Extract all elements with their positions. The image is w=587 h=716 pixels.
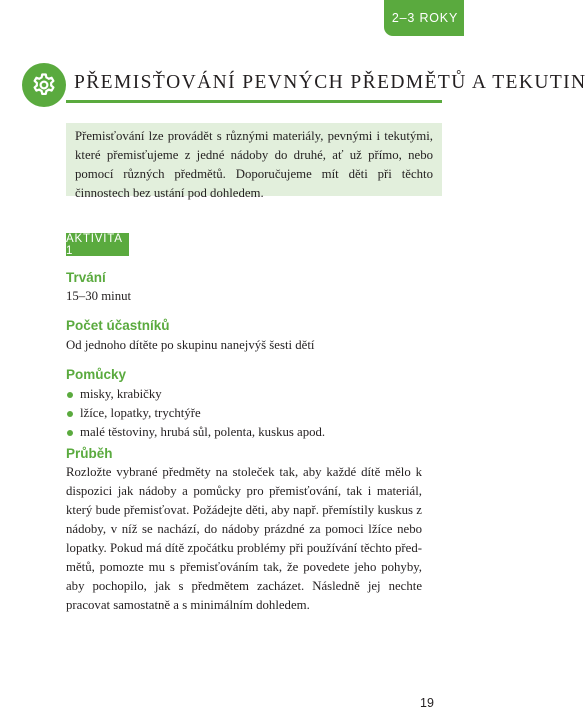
section-heading-materials: Pomůcky xyxy=(66,367,127,382)
list-item xyxy=(66,423,325,442)
gear-icon-shape xyxy=(30,71,58,99)
section-text-duration: 15–30 minut xyxy=(66,289,132,303)
bullet-dot-icon xyxy=(67,392,73,398)
section-text-participants: Od jednoho dítěte po skupinu nanejvýš šesti dětí xyxy=(66,338,315,352)
bullet-dot-icon xyxy=(67,411,73,417)
materials-list xyxy=(66,385,325,442)
age-group-label: 2–3 ROKY xyxy=(391,11,459,25)
list-item xyxy=(66,404,325,423)
activity-label xyxy=(66,233,129,256)
intro-text: Přemisťování lze provádět s různými materiály, pevnými i tekutými, které přemisťujeme z jedné nádoby do druhé, ať už přímo, nebo pomocí různých předmětů. Doporučujeme mít děti při těchto činnostech bez ustání pod dohledem. xyxy=(75,129,433,200)
bullet-dot-icon xyxy=(67,430,73,436)
section-text-procedure: Rozložte vybrané předměty na stoleček tak, aby každé dítě mělo k dispozici jak nádoby a pomůcky pro přemisťování, tak i materiál, který bude přemisťovat. Požádejte děti, aby např. přemístily kuskus z nádoby, v níž se nachází, do nádoby prázdné za pomoci lžíce nebo lopatky. Pokud má dítě zpočátku problémy při používání těchto předmětů, pomozte mu s přemisťováním tak, že povedete jeho pohyby, aby pochopilo, jak s předmětem zacházet. Následně jej nechte pracovat samostatně a s minimálním dohledem. xyxy=(66,465,422,612)
page-number: 19 xyxy=(420,696,434,710)
list-item xyxy=(66,385,325,404)
title-underline xyxy=(66,100,442,103)
gear-icon xyxy=(22,63,66,107)
section-heading-duration: Trvání xyxy=(66,270,106,285)
chapter-title: PŘEMISŤOVÁNÍ PEVNÝCH PŘEDMĚTŮ A TEKUTIN xyxy=(74,72,587,93)
section-heading-participants: Počet účastníků xyxy=(66,318,170,333)
age-group-tab xyxy=(384,0,464,36)
section-heading-procedure: Průběh xyxy=(66,446,113,461)
activity-label-text: AKTIVITA 1 xyxy=(66,232,123,257)
list-item-text: lžíce, lopatky, trychtýře xyxy=(80,406,201,420)
chapter-title-row xyxy=(22,63,587,107)
list-item-text: malé těstoviny, hrubá sůl, polenta, kuskus apod. xyxy=(80,425,326,439)
intro-box xyxy=(66,123,442,200)
list-item-text: misky, krabičky xyxy=(80,387,162,401)
